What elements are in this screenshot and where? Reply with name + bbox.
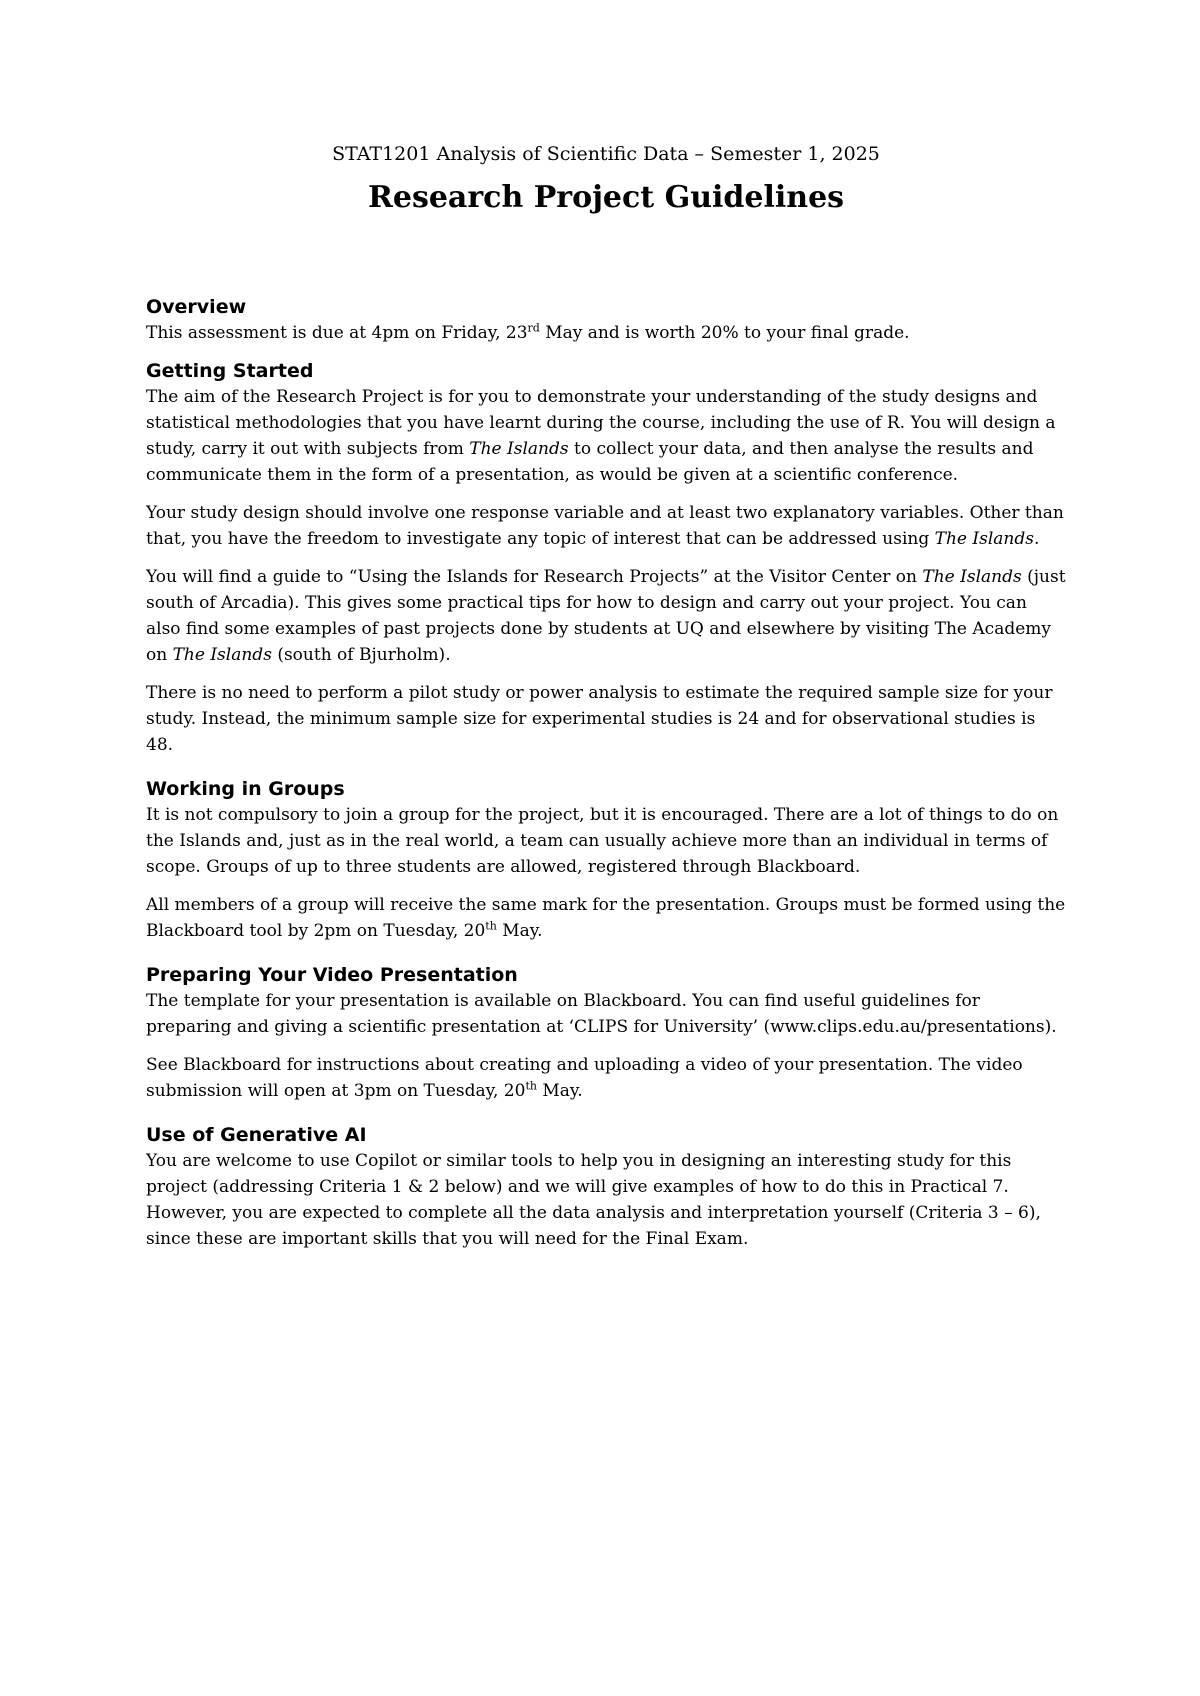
- gs-p3-text-c: (south of Bjurholm).: [271, 645, 451, 665]
- the-islands-term: The Islands: [922, 567, 1022, 587]
- generative-ai-paragraph: You are welcome to use Copilot or similar tools to help you in designing an interesting study for this project (addressing Criteria 1 & 2 below) and we will give examples of how to do this in Practical 7. However, you are expected to complete all the data analysis and interpretation yourself (Criteria 3 – 6), since these are important skills that you will need for the Final Exam.: [146, 1151, 1041, 1249]
- gs-p2-text-b: .: [1033, 529, 1040, 549]
- section-heading-getting-started: Getting Started: [146, 360, 314, 382]
- video-p2-text-a: See Blackboard for instructions about creating and uploading a video of your presentation. The video submission will open at 3pm on Tuesday, 20: [146, 1055, 1023, 1101]
- section-overview: [146, 294, 1066, 346]
- getting-started-paragraph-2: [146, 500, 1066, 552]
- getting-started-paragraph-1: [146, 384, 1066, 488]
- section-generative-ai: [146, 1122, 1066, 1252]
- groups-paragraph-2: [146, 892, 1066, 944]
- overview-paragraph: [146, 320, 1066, 346]
- video-paragraph-2: [146, 1052, 1066, 1104]
- getting-started-paragraph-3: [146, 564, 1066, 668]
- gs-p1-text-b: to collect your data, and then analyse the results and communicate them in the form of a presentation, as would be given at a scientific conference.: [146, 439, 1034, 485]
- gs-p1-text-a: The aim of the Research Project is for you to demonstrate your understanding of the study designs and statistical methodologies that you have learnt during the course, including the use of R. You will design a study, carry it out with subjects from: [146, 387, 1056, 459]
- video-paragraph-1: The template for your presentation is available on Blackboard. You can find useful guidelines for preparing and giving a scientific presentation at ‘CLIPS for University’ (www.clips.edu.au/presentations).: [146, 991, 1057, 1037]
- section-video-presentation: [146, 962, 1066, 1104]
- section-heading-generative-ai: Use of Generative AI: [146, 1124, 367, 1146]
- document-content: [146, 140, 1066, 1264]
- the-islands-term: The Islands: [934, 529, 1034, 549]
- document-title: Research Project Guidelines: [367, 180, 845, 215]
- overview-text-b: May and is worth 20% to your final grade.: [539, 323, 910, 343]
- section-getting-started: [146, 358, 1066, 758]
- section-working-in-groups: [146, 776, 1066, 944]
- ordinal-suffix: th: [485, 919, 497, 933]
- gs-p3-text-b: (just south of Arcadia). This gives some practical tips for how to design and carry out your project. You can also find some examples of past projects done by students at UQ and elsewhere by visiting The Academy on: [146, 567, 1066, 665]
- course-line: STAT1201 Analysis of Scientific Data – Semester 1, 2025: [332, 143, 880, 165]
- ordinal-suffix: th: [525, 1079, 537, 1093]
- section-heading-overview: Overview: [146, 296, 247, 318]
- section-heading-working-in-groups: Working in Groups: [146, 778, 345, 800]
- the-islands-term: The Islands: [172, 645, 272, 665]
- video-p2-text-b: May.: [536, 1081, 583, 1101]
- groups-p2-text-b: May.: [496, 921, 543, 941]
- overview-text-a: This assessment is due at 4pm on Friday, 23: [146, 323, 528, 343]
- gs-p2-text-a: Your study design should involve one response variable and at least two explanatory variables. Other than that, you have the freedom to investigate any topic of interest that can be addressed using: [146, 503, 1064, 549]
- gs-p3-text-a: You will find a guide to “Using the Islands for Research Projects” at the Visitor Center on: [146, 567, 923, 587]
- the-islands-term: The Islands: [469, 439, 569, 459]
- groups-paragraph-1: It is not compulsory to join a group for the project, but it is encouraged. There are a lot of things to do on the Islands and, just as in the real world, a team can usually achieve more than an individual in terms of scope. Groups of up to three students are allowed, registered through Blackboard.: [146, 805, 1059, 877]
- getting-started-paragraph-4: There is no need to perform a pilot study or power analysis to estimate the required sample size for your study. Instead, the minimum sample size for experimental studies is 24 and for observational studies is 48.: [146, 683, 1053, 755]
- groups-p2-text-a: All members of a group will receive the same mark for the presentation. Groups must be formed using the Blackboard tool by 2pm on Tuesday, 20: [146, 895, 1066, 941]
- section-heading-video-presentation: Preparing Your Video Presentation: [146, 964, 518, 986]
- ordinal-suffix: rd: [527, 321, 540, 335]
